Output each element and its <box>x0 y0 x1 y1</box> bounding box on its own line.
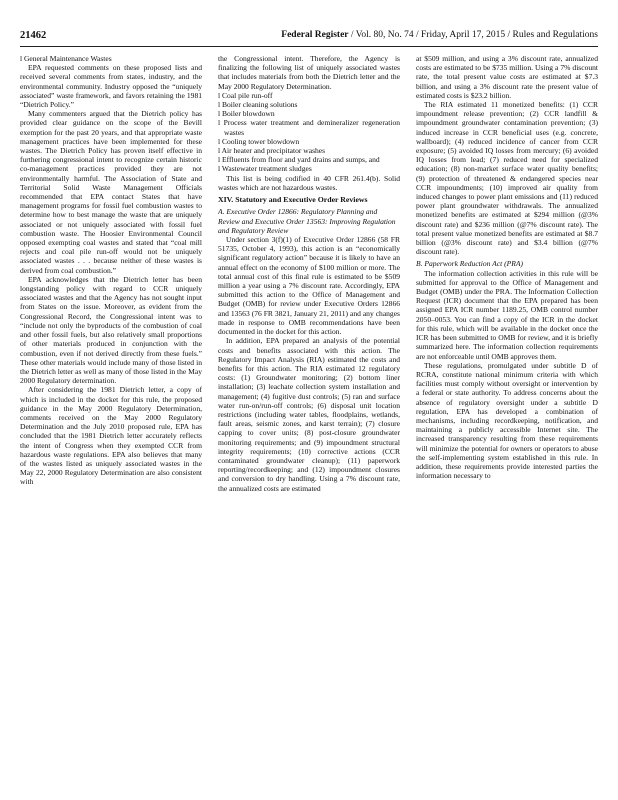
header-info <box>281 30 598 40</box>
paragraph: Under section 3(f)(1) of Executive Order 12866 (58 FR 51735, October 4, 1993), this action is an “economically significant regulatory action” because it is likely to have an annual effect on the economy of $100 million or more. The total annual cost of this final rule is estimated to be $509 million a year using a 7% discount rate. Accordingly, EPA submitted this action to the Office of Management and Budget (OMB) for review under Executive Orders 12866 and 13563 (76 FR 3821, January 21, 2011) and any changes made in response to OMB recommendations have been documented in the docket for this action. <box>218 235 400 337</box>
list-item: l Coal pile run-off <box>218 90 273 100</box>
subsection-heading: B. Paperwork Reduction Act (PRA) <box>416 259 523 269</box>
paragraph: EPA acknowledges that the Dietrich letter has been longstanding policy with regard to CCR uniquely associated wastes and that the Agency has not sought input from States on the issue. Moreover, as evident from the Congressional Record, the Congressional intent was to “include not only the byproducts of the combustion of coal and other fossil fuels, but also relatively small proportions of other materials produced in conjunction with the combustion, even if not derived directly from these fuels.” These other materials would include many of those listed in the Dietrich letter as well as many of those listed in the May 2000 Regulatory determination. <box>20 274 202 386</box>
list-item: l Wastewater treatment sludges <box>218 164 312 174</box>
page-header <box>20 30 598 44</box>
paragraph: Many commenters argued that the Dietrich policy has provided clear guidance on the scope of the Bevill exemption for the past 20 years, and that appropriate waste management practices have been implemented for these wastes. The Dietrich Policy has proven itself effective in furthering congressional intent to recognize certain historic co-management practices provided they are not environmentally harmful. The Association of State and Territorial Solid Waste Management Officials recommended that EPA contact States that have management programs for fossil fuel combustion wastes to determine how to best manage the waste that are uniquely associated or not uniquely associated with fossil fuel combustion waste. The Hoosier Environmental Council opposed exempting coal wastes and stated that “coal mill rejects and coal pile run-off would not be uniquely associated wastes . . . because neither of these wastes is derived from coal combustion.” <box>20 109 202 275</box>
paragraph: the Congressional intent. Therefore, the Agency is finalizing the following list of uniquely associated wastes that includes materials from both the Dietrich letter and the May 2000 Regulatory Determination. <box>218 54 400 91</box>
list-item: l Effluents from floor and yard drains and sumps, and <box>218 155 380 165</box>
column-3 <box>416 54 598 784</box>
issue-info: / Vol. 80, No. 74 / Friday, April 17, 2015 / Rules and Regulations <box>350 30 598 40</box>
journal-name: Federal Register <box>281 30 349 40</box>
bullet-item: l General Maintenance Wastes <box>20 54 112 63</box>
paragraph: These regulations, promulgated under subtitle D of RCRA, constitute national minimum criteria with which facilities must comply without oversight or intervention by a federal or state authority. To address concerns about the absence of regulatory oversight under a subtitle D regulation, EPA has developed a combination of mechanisms, including recordkeeping, notification, and maintaining a publicly accessible Internet site. The increased transparency resulting from these requirements will minimize the potential for owners or operators to abuse the self-implementing system established in this rule. In addition, these requirements provide interested parties the information necessary to <box>416 360 598 481</box>
section-heading: XIV. Statutory and Executive Order Reviews <box>218 195 368 205</box>
list-item: l Air heater and precipitator washes <box>218 146 326 156</box>
list-item: l Boiler cleaning solutions <box>218 100 298 110</box>
list-item: l Cooling tower blowdown <box>218 136 300 146</box>
paragraph: This list is being codified in 40 CFR 261.4(b). Solid wastes which are not hazardous wastes. <box>218 173 400 192</box>
list-item: l Process water treatment and demineralizer regeneration wastes <box>218 118 400 137</box>
paragraph: The RIA estimated 11 monetized benefits: (1) CCR impoundment release prevention; (2) CCR landfill & impoundment groundwater contamination prevention; (3) induced increase in CCR beneficial uses (e.g. concrete, wallboard); (4) reduced incidence of cancer from CCR exposure; (5) avoided IQ losses from mercury; (6) avoided IQ losses from lead; (7) reduced need for specialized education; (8) non-market surface water quality benefits; (9) protection of threatened & endangered species near CCR impoundments; (10) improved air quality from induced changes to power plant emissions and (11) reduced power plant groundwater withdrawals. The annualized monetized benefits are estimated at $294 million (@3% discount rate) and $236 million (@7% discount rate). The total present value monetized benefits are estimated at $8.7 billion (@3% discount rate) and $3.4 billion (@7% discount rate). <box>416 100 598 257</box>
list-item: l Boiler blowdown <box>218 109 275 119</box>
paragraph: EPA requested comments on these proposed lists and received several comments from states, industry, and the environmental community. Industry opposed the “uniquely associated” waste framework, and favors retaining the 1981 “Dietrich Policy.” <box>20 63 202 110</box>
subsection-heading: A. Executive Order 12866: Regulatory Planning and Review and Executive Order 13563: Improving Regulation and Regulatory Review <box>218 207 396 235</box>
paragraph: The information collection activities in this rule will be submitted for approval to the Office of Management and Budget (OMB) under the PRA. The Information Collection Request (ICR) document that the EPA prepared has been assigned EPA ICR number 1189.25, OMB control number 2050–0053. You can find a copy of the ICR in the docket for this rule, which will be available in the docket once the ICR has been submitted to OMB for review, and it is briefly summarized here. The information collection requirements are not enforceable until OMB approves them. <box>416 268 598 361</box>
page-body <box>20 54 598 784</box>
paragraph: After considering the 1981 Dietrich letter, a copy of which is included in the docket for this rule, the proposed guidance in the May 2000 Regulatory Determination, comments received on the May 2000 Regulatory Determination and the July 2010 proposed rule, EPA has concluded that the 1981 Dietrich letter accurately reflects the intent of Congress when they exempted CCR from hazardous waste regulations. EPA also believes that many of the wastes listed as uniquely associated wastes in the May 22, 2000 Regulatory Determination are also consistent with <box>20 385 202 487</box>
column-2 <box>218 54 400 784</box>
paragraph: In addition, EPA prepared an analysis of the potential costs and benefits associated with this action. The Regulatory Impact Analysis (RIA) estimated the costs and benefits for this action. The RIA estimated 12 regulatory costs: (1) Groundwater monitoring; (2) bottom liner installation; (3) leachate collection system installation and management; (4) fugitive dust controls; (5) ran and surface water run-on/run-off controls; (6) disposal unit location restrictions (including water tables, floodplains, wetlands, fault areas, seismic zones, and karst terrain); (7) closure capping to cover units; (8) post-closure groundwater monitoring requirements; and (9) impoundment structural integrity requirements; (10) corrective actions (CCR contaminated groundwater cleanup); (11) paperwork reporting/recordkeeping; and (12) impoundment closures and conversion to dry handling. Using a 7% discount rate, the annualized costs are estimated <box>218 336 400 493</box>
column-1 <box>20 54 202 784</box>
paragraph: at $509 million, and using a 3% discount rate, annualized costs are estimated to be $735 million. Using a 7% discount rate, the total present value costs are estimated at $7.3 billion, and using a 3% discount rate the present value of estimated costs is $23.2 billion. <box>416 54 598 100</box>
uniquely-associated-wastes-list <box>218 91 400 174</box>
header-rule <box>20 46 598 47</box>
page-number: 21462 <box>20 30 47 41</box>
